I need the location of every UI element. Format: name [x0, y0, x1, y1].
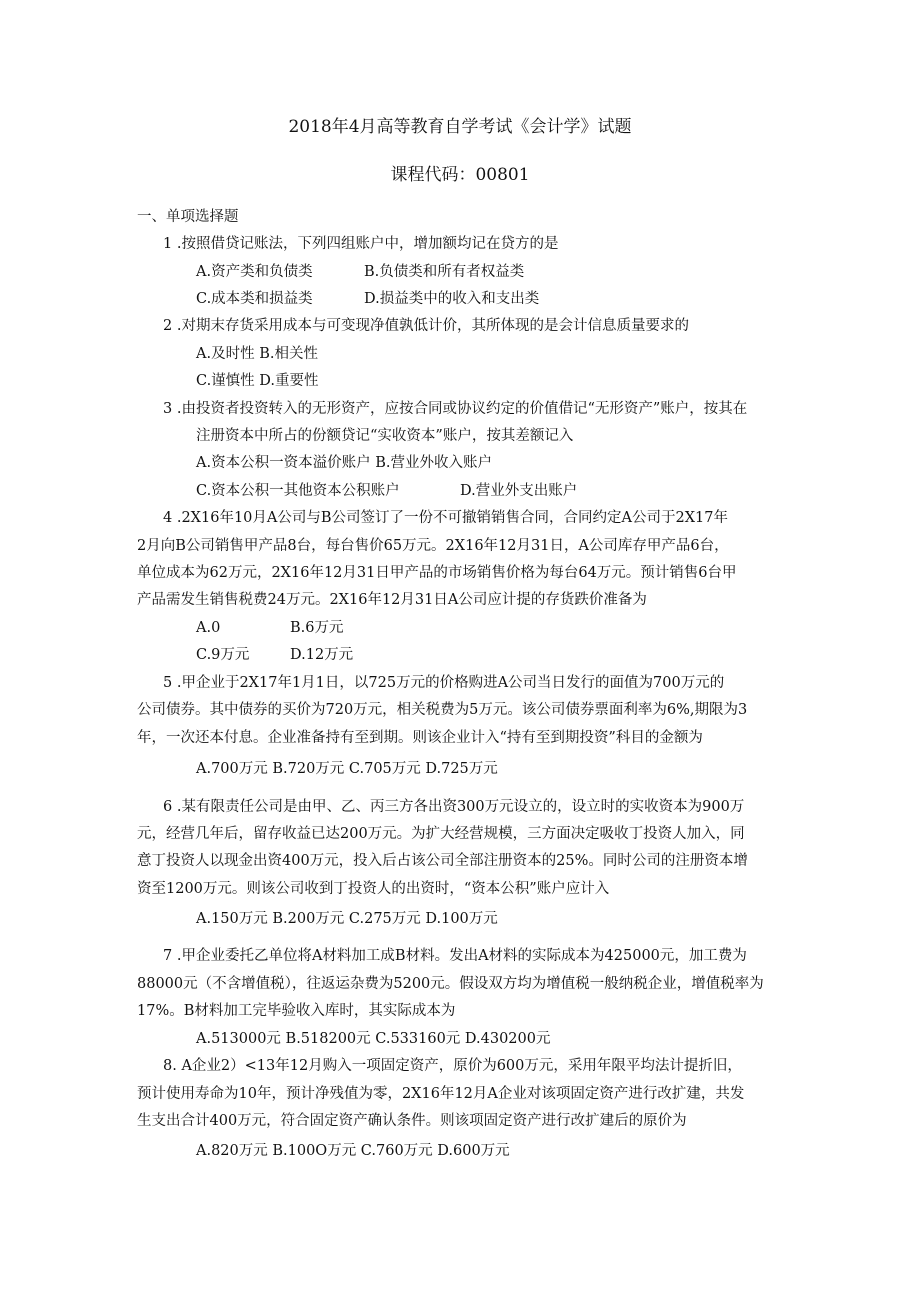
- option-a: A.资产类和负债类: [196, 264, 313, 280]
- question-text-cont: 17%。B材料加工完毕验收入库时，其实际成本为: [137, 1003, 456, 1019]
- question-text: 7 .甲企业委托乙单位将A材料加工成B材料。发出A材料的实际成本为425000元，加工费为: [163, 948, 747, 964]
- option-a: A.0: [196, 620, 221, 636]
- options-ab: A.资本公积一资本溢价账户 B.营业外收入账户: [196, 455, 492, 471]
- question-text-cont: 预计使用寿命为10年，预计净残值为零，2X16年12月A企业对该项固定资产进行改扩建，共发: [137, 1086, 745, 1102]
- question-text: 8. A企业2）<13年12月购入一项固定资产，原价为600万元，采用年限平均法计提折旧，: [163, 1058, 742, 1074]
- question-text: 2 .对期末存货采用成本与可变现净值孰低计价，其所体现的是会计信息质量要求的: [163, 318, 689, 334]
- question-text-cont: 年，一次还本付息。企业准备持有至到期。则该企业计入“持有至到期投资”科目的金额为: [137, 730, 703, 746]
- question-text: 3 .由投资者投资转入的无形资产，应按合同或协议约定的价值借记“无形资产”账户，按其在: [163, 401, 748, 417]
- question-text-cont: 2月向B公司销售甲产品8台，每台售价65万元。2X16年12月31日，A公司库存甲产品6台，: [137, 538, 729, 554]
- option-d: D.12万元: [290, 647, 354, 663]
- options: A.700万元 B.720万元 C.705万元 D.725万元: [196, 761, 498, 777]
- options-ab: A.及时性 B.相关性: [196, 346, 318, 362]
- options-cd: C.谨慎性 D.重要性: [196, 373, 319, 389]
- option-c: C.成本类和损益类: [196, 291, 313, 307]
- question-text: 6 .某有限责任公司是由甲、乙、丙三方各出资300万元设立的，设立时的实收资本为900万: [163, 799, 745, 815]
- question-text: 5 .甲企业于2X17年1月1日，以725万元的价格购进A公司当日发行的面值为700万元的: [163, 675, 725, 691]
- option-b: B.负债类和所有者权益类: [364, 264, 525, 280]
- question-text-cont: 公司债券。其中债券的买价为720万元，相关税费为5万元。该公司债券票面利率为6%,期限为3: [137, 702, 748, 718]
- question-text-cont: 88000元（不含增值税），往返运杂费为5200元。假设双方均为增值税一般纳税企业，增值税率为: [137, 976, 764, 992]
- question-text-cont: 生支出合计400万元，符合固定资产确认条件。则该项固定资产进行改扩建后的原价为: [137, 1113, 687, 1129]
- question-text-cont: 元，经营几年后，留存收益已达200万元。为扩大经营规模，三方面决定吸收丁投资人加入，同: [137, 826, 745, 842]
- options: A.820万元 B.100O万元 C.760万元 D.600万元: [196, 1143, 510, 1159]
- course-code: [0, 160, 920, 185]
- course-code-text: 课程代码：00801: [390, 165, 530, 185]
- options: A.513000元 B.518200元 C.533160元 D.430200元: [196, 1031, 551, 1047]
- question-text-cont: 意丁投资人以现金出资400万元，投入后占该公司全部注册资本的25%。同时公司的注册资本增: [137, 853, 748, 869]
- page-title: [0, 112, 920, 137]
- option-d: D.营业外支出账户: [460, 483, 578, 499]
- question-text: 4 .2X16年10月A公司与B公司签订了一份不可撤销销售合同，合同约定A公司于2X17年: [163, 510, 728, 526]
- question-text: 1 .按照借贷记账法，下列四组账户中，增加额均记在贷方的是: [163, 236, 559, 252]
- page-title-text: 2018年4月高等教育自学考试《会计学》试题: [288, 117, 632, 137]
- option-b: B.6万元: [290, 620, 344, 636]
- option-c: C.资本公积一其他资本公积账户: [196, 483, 400, 499]
- options: A.150万元 B.200万元 C.275万元 D.100万元: [196, 911, 498, 927]
- option-c: C.9万元: [196, 647, 250, 663]
- question-text-cont: 产品需发生销售税费24万元。2X16年12月31日A公司应计提的存货跌价准备为: [137, 592, 647, 608]
- question-text-cont: 单位成本为62万元，2X16年12月31日甲产品的市场销售价格为每台64万元。预计销售6台甲: [137, 565, 737, 581]
- question-text-cont: 注册资本中所占的份额贷记“实收资本”账户，按其差额记入: [196, 428, 574, 444]
- section-heading: 一、单项选择题: [137, 209, 239, 225]
- option-d: D.损益类中的收入和支出类: [364, 291, 540, 307]
- question-text-cont: 资至1200万元。则该公司收到丁投资人的出资时，“资本公积”账户应计入: [137, 881, 610, 897]
